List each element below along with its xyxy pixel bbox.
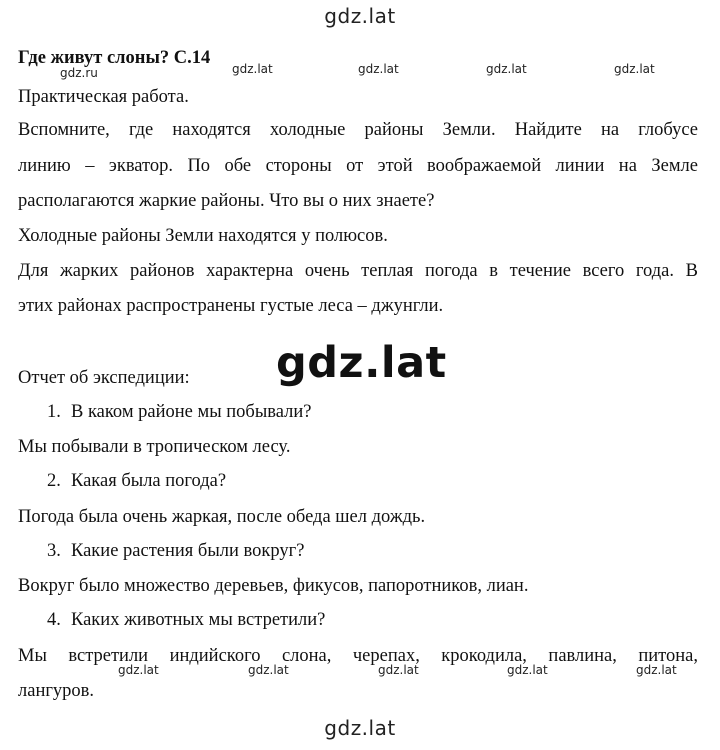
watermark-center: gdz.lat	[276, 338, 447, 388]
practical-work-label: Практическая работа.	[18, 87, 189, 107]
report-answer: лангуров.	[18, 681, 95, 701]
question-text: Какая была погода?	[71, 471, 227, 491]
report-answer: Погода была очень жаркая, после обеда шел дождь.	[18, 507, 426, 527]
question-text: Каких животных мы встретили?	[71, 610, 326, 630]
watermark-top: gdz.lat	[324, 4, 396, 28]
task-line: располагаются жаркие районы. Что вы о них знаете?	[18, 191, 435, 211]
question-number: 4.	[47, 610, 61, 630]
watermark-small: gdz.lat	[378, 663, 419, 677]
report-question	[47, 467, 720, 496]
watermark-small: gdz.lat	[636, 663, 677, 677]
report-question	[47, 398, 720, 427]
answer-cold-regions: Холодные районы Земли находятся у полюсов.	[18, 226, 388, 246]
watermark-small: gdz.lat	[486, 62, 527, 76]
watermark-small: gdz.lat	[358, 62, 399, 76]
task-line: Вспомните, где находятся холодные районы Земли. Найдите на глобусе	[18, 120, 698, 140]
question-text: В каком районе мы побывали?	[71, 402, 312, 422]
task-line: линию – экватор. По обе стороны от этой воображаемой линии на Земле	[18, 156, 698, 176]
watermark-small: gdz.lat	[614, 62, 655, 76]
question-number: 1.	[47, 402, 61, 422]
question-number: 3.	[47, 541, 61, 561]
answer-hot-regions-line: этих районах распространены густые леса – джунгли.	[18, 296, 444, 316]
report-answer: Мы побывали в тропическом лесу.	[18, 437, 291, 457]
watermark-small: gdz.lat	[118, 663, 159, 677]
question-text: Какие растения были вокруг?	[71, 541, 305, 561]
watermark-small: gdz.lat	[232, 62, 273, 76]
answer-hot-regions-line: Для жарких районов характерна очень теплая погода в течение всего года. В	[18, 261, 698, 281]
page-title: Где живут слоны? С.14	[18, 48, 211, 68]
report-answer: Вокруг было множество деревьев, фикусов, папоротников, лиан.	[18, 576, 529, 596]
watermark-bottom: gdz.lat	[324, 716, 396, 740]
watermark-small: gdz.lat	[248, 663, 289, 677]
watermark-site-ru: gdz.ru	[60, 66, 98, 80]
report-question	[47, 606, 720, 635]
question-number: 2.	[47, 471, 61, 491]
report-question	[47, 537, 720, 566]
report-answer: Мы встретили индийского слона, черепах, крокодила, павлина, питона,	[18, 646, 698, 666]
watermark-small: gdz.lat	[507, 663, 548, 677]
report-heading: Отчет об экспедиции:	[18, 368, 190, 388]
